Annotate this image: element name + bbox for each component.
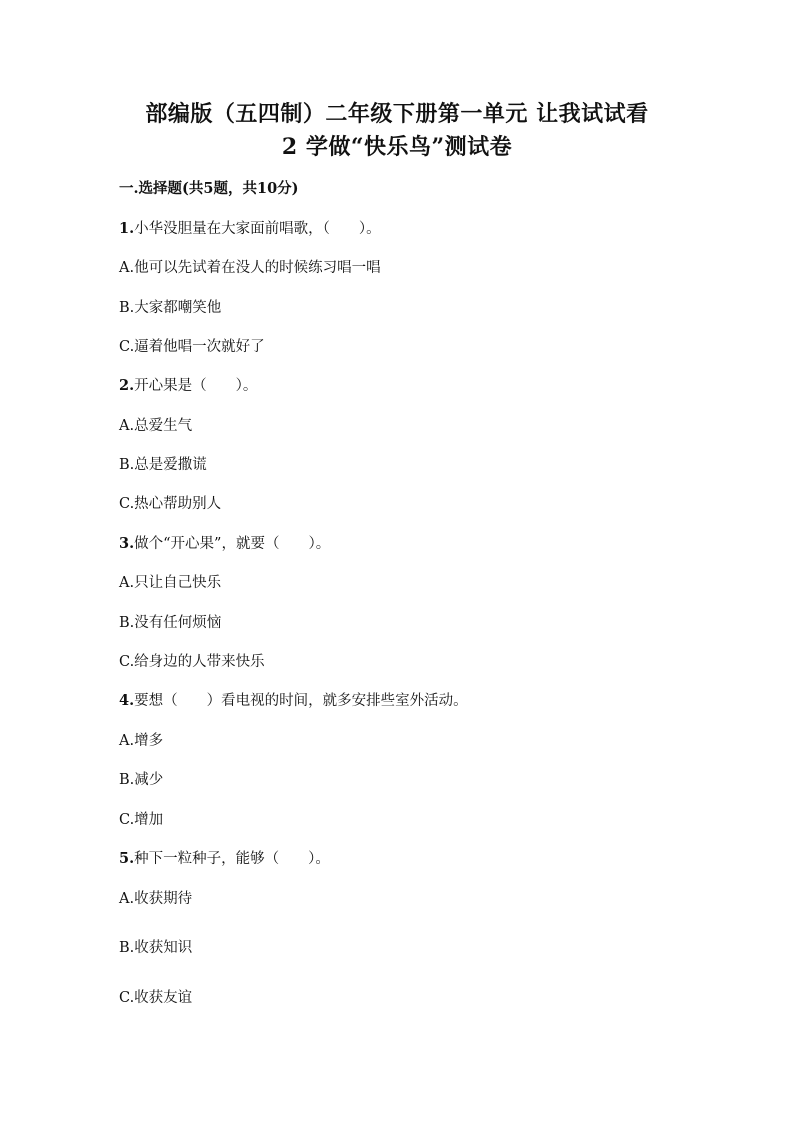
option-5c: C.收获友谊 [119,990,193,1006]
option-3c: C.给身边的人带来快乐 [119,654,265,670]
question-3 [119,532,330,553]
question-number: 2. [119,377,135,394]
question-text: 种下一粒种子，能够（ ）。 [134,851,330,867]
option-1b: B.大家都嘲笑他 [119,300,222,316]
question-number: 3. [119,535,135,552]
question-text: 开心果是（ ）。 [134,378,258,394]
option-4a: A.增多 [119,733,164,749]
option-1c: C.逼着他唱一次就好了 [119,339,265,355]
option-3a: A.只让自己快乐 [119,575,222,591]
option-4c: C.增加 [119,812,164,828]
question-number: 1. [119,220,135,237]
option-2a: A.总爱生气 [119,418,193,434]
option-5b: B.收获知识 [119,940,193,956]
question-text: 小华没胆量在大家面前唱歌，（ ）。 [134,221,381,237]
question-text: 做个“开心果”，就要（ ）。 [134,536,331,552]
option-2c: C.热心帮助别人 [119,496,222,512]
document-title-line1: 部编版（五四制）二年级下册第一单元 让我试试看 [145,101,649,127]
question-number: 4. [119,692,135,709]
option-3b: B.没有任何烦恼 [119,615,222,631]
option-4b: B.减少 [119,772,164,788]
option-1a: A.他可以先试着在没人的时候练习唱一唱 [119,260,381,276]
section-heading: 一.选择题(共5题，共10分) [119,180,299,197]
question-5 [119,847,330,868]
question-text: 要想（ ）看电视的时间，就多安排些室外活动。 [134,693,468,709]
question-number: 5. [119,850,135,867]
option-5a: A.收获期待 [119,891,193,907]
question-4 [119,689,468,710]
question-2 [119,374,257,395]
document-title-line2: 2 学做“快乐鸟”测试卷 [281,134,513,160]
question-1 [119,217,381,238]
option-2b: B.总是爱撒谎 [119,457,207,473]
